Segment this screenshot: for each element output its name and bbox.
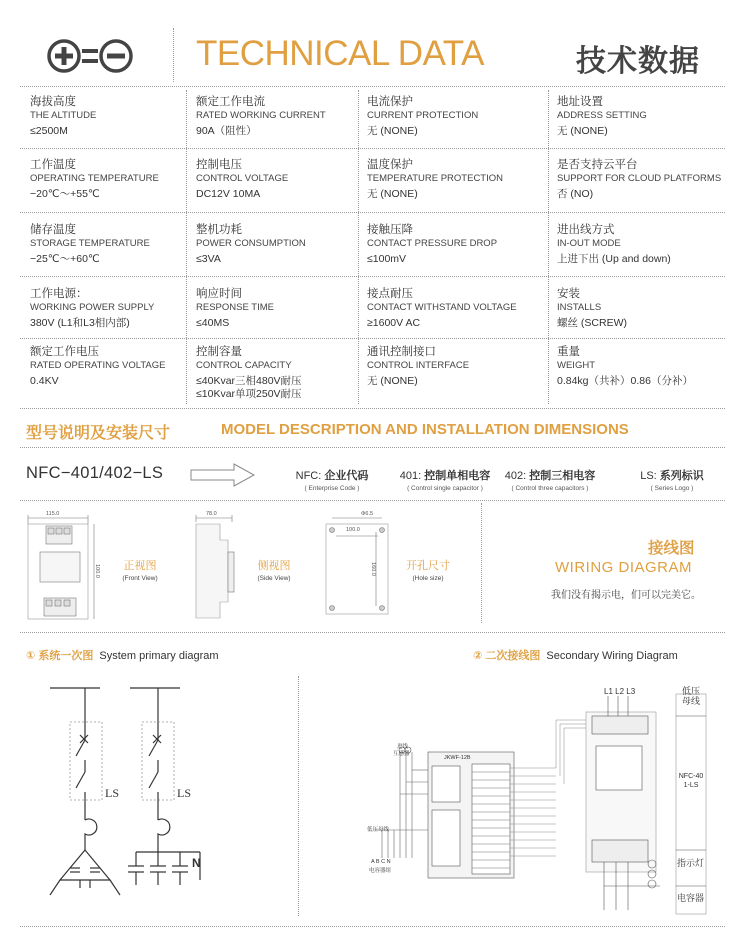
- model-part-nfc: NFC: 企业代码 ( Enterprise Code ): [295, 470, 369, 492]
- spec-label-en: RATED OPERATING VOLTAGE: [30, 360, 166, 371]
- spec-cell: [367, 158, 547, 201]
- front-view-width: 115.0: [46, 511, 60, 517]
- spec-cell: [557, 287, 737, 330]
- spec-cell: [196, 158, 376, 201]
- spec-label-en: CONTROL CAPACITY: [196, 360, 292, 371]
- spec-label-en: ADDRESS SETTING: [557, 110, 647, 121]
- spec-cell: [557, 223, 737, 266]
- spec-value: 380V (L1和L3相内部): [30, 317, 130, 329]
- spec-value: ≤40Kvar三相480V耐压: [196, 375, 302, 387]
- spec-label-en: WORKING POWER SUPPLY: [30, 302, 155, 313]
- spec-cell: [30, 287, 210, 330]
- spec-cell: [196, 223, 376, 266]
- spec-label-en: INSTALLS: [557, 302, 602, 313]
- spec-label-cn: 额定工作电流: [196, 96, 265, 108]
- spec-label-cn: 响应时间: [196, 288, 242, 300]
- spec-label-cn: 地址设置: [557, 96, 603, 108]
- indicator-lamp-label: 指示灯: [677, 858, 705, 868]
- page-title-en: TECHNICAL DATA: [196, 34, 484, 73]
- secondary-diagram-title: ② 二次接线图 Secondary Wiring Diagram: [473, 650, 678, 662]
- front-view-height: 100.0: [93, 564, 100, 578]
- spec-value: 否 (NO): [557, 188, 594, 200]
- spec-label-cn: 接触压降: [367, 224, 413, 236]
- spec-value: ≥1600V AC: [367, 317, 421, 329]
- spec-value: 0.4KV: [30, 375, 59, 387]
- model-part-401: 401: 控制单相电容 ( Control single capacitor ): [399, 470, 491, 492]
- spec-value: ≤40MS: [196, 317, 230, 329]
- spec-cell: [367, 95, 547, 138]
- spec-cell: [367, 345, 547, 388]
- spec-label-en: WEIGHT: [557, 360, 595, 371]
- primary-diagram-title: ① 系统一次图 System primary diagram: [26, 650, 219, 662]
- spec-value: 上进下出 (Up and down): [557, 253, 671, 265]
- side-view-caption: 侧视图 (Side View): [257, 560, 291, 582]
- spec-label-cn: 温度保护: [367, 159, 413, 171]
- spec-label-cn: 通讯控制接口: [367, 346, 436, 358]
- ls-label-1: LS: [105, 786, 120, 800]
- cap-group-label: 电容器组: [369, 868, 392, 874]
- model-part-ls: LS: 系列标识 ( Series Logo ): [640, 470, 704, 492]
- low-voltage-bus-label: 低压母线: [681, 686, 700, 706]
- spec-label-cn: 控制电压: [196, 159, 242, 171]
- spec-cell: [367, 287, 547, 330]
- spec-value: −25℃～+60℃: [30, 253, 100, 265]
- capacitor-label: 电容器: [677, 893, 705, 903]
- spec-label-en: CONTACT PRESSURE DROP: [367, 238, 498, 249]
- spec-value: DC12V 10MA: [196, 188, 261, 200]
- neutral-label: N: [192, 856, 201, 870]
- spec-label-cn: 重量: [557, 346, 580, 358]
- secondary-wiring-diagram: [360, 690, 710, 916]
- system-primary-diagram: [40, 680, 280, 920]
- spec-label-en: THE ALTITUDE: [30, 110, 97, 121]
- spec-cell: [367, 223, 547, 266]
- spec-value: 90A（阻性）: [196, 125, 257, 137]
- spec-label-en: POWER CONSUMPTION: [196, 238, 306, 249]
- model-code: NFC−401/402−LS: [26, 464, 164, 482]
- spec-label-en: RESPONSE TIME: [196, 302, 274, 313]
- front-view-drawing: [22, 512, 100, 622]
- side-view-width: 78.0: [206, 511, 217, 517]
- spec-value: 0.84kg（共补）0.86（分补）: [557, 375, 693, 387]
- low-bus-left-label: 低压母线: [367, 827, 390, 833]
- side-view-drawing: [192, 512, 240, 622]
- spec-label-cn: 储存温度: [30, 224, 76, 236]
- spec-cell: [30, 223, 210, 266]
- wiring-title-en: WIRING DIAGRAM: [555, 559, 692, 576]
- spec-label-cn: 工作电源：: [30, 288, 88, 300]
- spec-cell: [557, 158, 737, 201]
- wiring-note: 我们没有揭示电，们可以完美它。: [551, 590, 701, 601]
- spec-label-cn: 额定工作电压: [30, 346, 99, 358]
- hole-diameter: Φ6.5: [361, 511, 374, 517]
- wiring-title-cn: 接线图: [648, 540, 695, 557]
- spec-value: 无 (NONE): [367, 375, 418, 387]
- spec-value-2: ≤10Kvar单项250V耐压: [196, 388, 302, 400]
- spec-label-cn: 控制容量: [196, 346, 242, 358]
- spec-cell: [30, 95, 210, 138]
- spec-cell: [30, 158, 210, 201]
- spec-label-en: SUPPORT FOR CLOUD PLATFORMS: [557, 173, 722, 184]
- spec-cell: [30, 345, 210, 388]
- spec-value: −20℃～+55℃: [30, 188, 100, 200]
- spec-cell: [196, 95, 376, 138]
- model-part-402: 402: 控制三相电容 ( Control three capacitors ): [504, 470, 596, 492]
- spec-label-en: CURRENT PROTECTION: [367, 110, 479, 121]
- spec-value: ≤100mV: [367, 253, 407, 265]
- spec-label-cn: 安装: [557, 288, 580, 300]
- spec-label-cn: 电流保护: [367, 96, 413, 108]
- spec-value: ≤3VA: [196, 253, 221, 265]
- spec-label-en: CONTROL VOLTAGE: [196, 173, 289, 184]
- arrow-right-icon: [190, 462, 256, 488]
- spec-label-en: CONTROL INTERFACE: [367, 360, 470, 371]
- spec-value: 螺丝 (SCREW): [557, 317, 627, 329]
- phase-labels: L1 L2 L3: [604, 687, 636, 696]
- spec-label-cn: 是否支持云平台: [557, 159, 638, 171]
- spec-label-en: STORAGE TEMPERATURE: [30, 238, 150, 249]
- abcn-label: A B C N: [371, 859, 391, 865]
- hole-height: 160.0: [369, 562, 376, 576]
- controller-label: JKWF-12B: [444, 755, 471, 761]
- spec-label-en: CONTACT WITHSTAND VOLTAGE: [367, 302, 517, 313]
- page-title-cn: 技术数据: [576, 45, 700, 78]
- spec-value: 无 (NONE): [557, 125, 608, 137]
- spec-label-en: RATED WORKING CURRENT: [196, 110, 326, 121]
- spec-label-cn: 工作温度: [30, 159, 76, 171]
- spec-cell: [196, 287, 376, 330]
- spec-value: 无 (NONE): [367, 125, 418, 137]
- hole-size-caption: 开孔尺寸 (Hole size): [406, 560, 450, 582]
- spec-label-cn: 海拔高度: [30, 96, 76, 108]
- device-label: NFC-401-LS: [678, 773, 704, 789]
- spec-value: ≤2500M: [30, 125, 68, 137]
- model-section-title-cn: 型号说明及安装尺寸: [26, 425, 171, 442]
- ls-label-2: LS: [177, 786, 192, 800]
- plus-equals-minus-logo-icon: [44, 36, 136, 76]
- model-section-title-en: MODEL DESCRIPTION AND INSTALLATION DIMENSIONS: [221, 421, 629, 438]
- spec-label-cn: 接点耐压: [367, 288, 413, 300]
- spec-cell: [196, 345, 376, 401]
- spec-label-cn: 进出线方式: [557, 224, 615, 236]
- hole-width: 100.0: [346, 527, 360, 533]
- incoming-label: 进线: [397, 744, 409, 750]
- spec-label-cn: 整机功耗: [196, 224, 242, 236]
- spec-cell: [557, 345, 737, 388]
- spec-label-en: TEMPERATURE PROTECTION: [367, 173, 503, 184]
- front-view-caption: 正视图 (Front View): [122, 560, 158, 582]
- spec-label-en: OPERATING TEMPERATURE: [30, 173, 159, 184]
- ct-label: 互感器: [393, 751, 410, 757]
- spec-cell: [557, 95, 737, 138]
- spec-value: 无 (NONE): [367, 188, 418, 200]
- spec-label-en: IN-OUT MODE: [557, 238, 621, 249]
